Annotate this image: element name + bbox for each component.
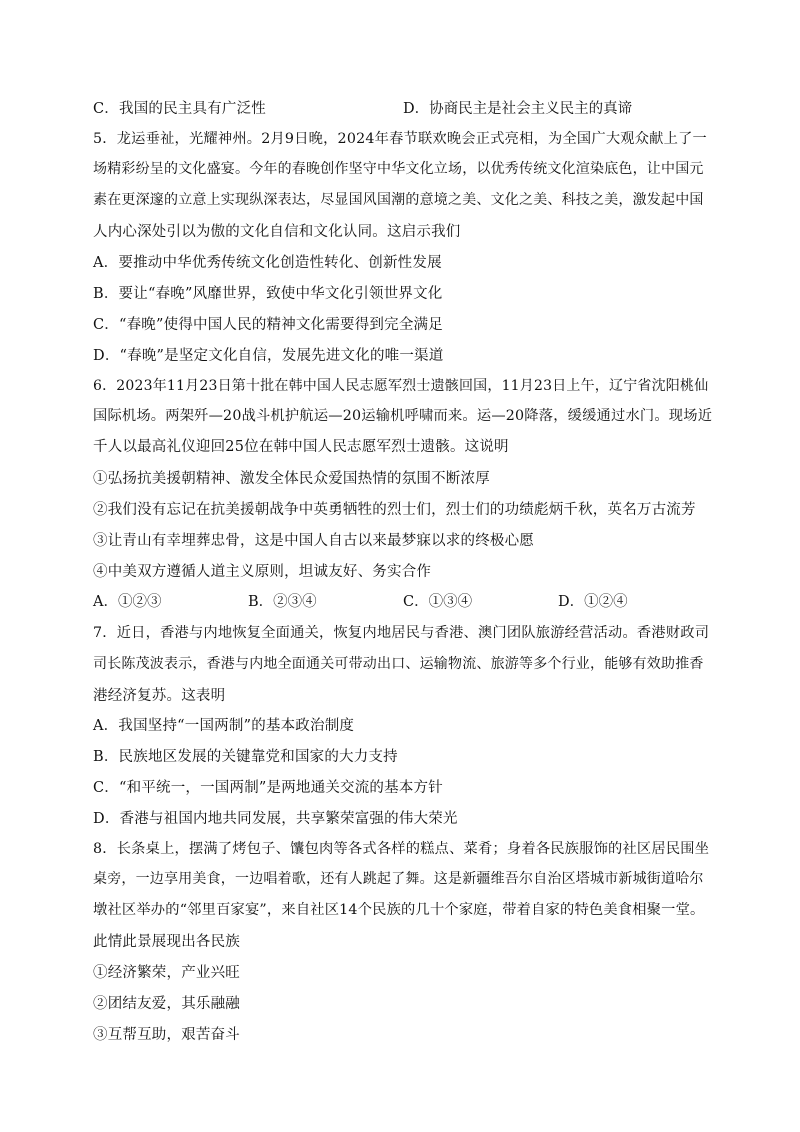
q6-stem-line: 6．2023年11月23日第十批在韩中国人民志愿军烈士遗骸回国，11月23日上午，辽宁省沈阳桃仙 — [93, 378, 709, 394]
q6-choice-b: B．②③④ — [248, 594, 317, 610]
q6-choice-c: C．①③④ — [403, 594, 473, 610]
q5-option-c: C．“春晚”使得中国人民的精神文化需要得到完全满足 — [93, 317, 443, 333]
q5-stem-line: 场精彩纷呈的文化盛宴。今年的春晚创作坚守中华文化立场，以优秀传统文化渲染底色，让中国元 — [93, 161, 704, 177]
q5-stem-line: 人内心深处引以为傲的文化自信和文化认同。这启示我们 — [93, 224, 461, 240]
q8-statement-3: ③互帮互助，艰苦奋斗 — [93, 1027, 240, 1043]
q8-stem-line: 8．长条桌上，摆满了烤包子、馕包肉等各式各样的糕点、菜肴；身着各民族服饰的社区居民围坐 — [93, 841, 710, 857]
q4-option-d: D．协商民主是社会主义民主的真谛 — [403, 101, 633, 117]
q5-stem-line: 素在更深邃的立意上实现纵深表达，尽显国风国潮的意境之美、文化之美、科技之美，激发起中国 — [93, 192, 704, 208]
q6-stem-line: 千人以最高礼仪迎回25位在韩中国人民志愿军烈士遗骸。这说明 — [93, 439, 509, 455]
q5-option-d: D．“春晚”是坚定文化自信，发展先进文化的唯一渠道 — [93, 348, 444, 364]
q4-option-c: C．我国的民主具有广泛性 — [93, 101, 266, 117]
q8-statement-1: ①经济繁荣，产业兴旺 — [93, 965, 240, 981]
q8-stem-line: 此情此景展现出各民族 — [93, 934, 240, 950]
q8-stem-line: 桌旁，一边享用美食，一边唱着歌，还有人跳起了舞。这是新疆维吾尔自治区塔城市新城街道哈尔 — [93, 871, 704, 887]
q5-stem-line: 5．龙运垂祉，光耀神州。2月9日晚，2024年春节联欢晚会正式亮相，为全国广大观众献上了一 — [93, 131, 707, 147]
q7-stem-line: 司长陈茂波表示，香港与内地全面通关可带动出口、运输物流、旅游等多个行业，能够有效助推香 — [93, 656, 704, 672]
q6-statement-3: ③让青山有幸埋葬忠骨，这是中国人自古以来最梦寐以求的终极心愿 — [93, 533, 534, 549]
q6-choice-d: D．①②④ — [558, 594, 628, 610]
q7-option-b: B．民族地区发展的关键靠党和国家的大力支持 — [93, 749, 398, 765]
q6-statement-2: ②我们没有忘记在抗美援朝战争中英勇牺牲的烈士们，烈士们的功绩彪炳千秋，英名万古流芳 — [93, 502, 696, 518]
q5-option-a: A．要推动中华优秀传统文化创造性转化、创新性发展 — [93, 255, 442, 271]
q8-stem-line: 墩社区举办的“邻里百家宴”，来自社区14个民族的几十个家庭，带着自家的特色美食相聚一堂。 — [93, 902, 705, 918]
q7-option-a: A．我国坚持“一国两制”的基本政治制度 — [93, 718, 355, 734]
q7-option-d: D．香港与祖国内地共同发展，共享繁荣富强的伟大荣光 — [93, 811, 458, 827]
q7-stem-line: 7．近日，香港与内地恢复全面通关，恢复内地居民与香港、澳门团队旅游经营活动。香港财政司 — [93, 625, 710, 641]
q6-statement-4: ④中美双方遵循人道主义原则，坦诚友好、务实合作 — [93, 564, 432, 580]
q8-statement-2: ②团结友爱，其乐融融 — [93, 996, 240, 1012]
q6-statement-1: ①弘扬抗美援朝精神、激发全体民众爱国热情的氛围不断浓厚 — [93, 471, 490, 487]
q7-stem-line: 港经济复苏。这表明 — [93, 688, 226, 704]
q6-stem-line: 国际机场。两架歼—20战斗机护航运—20运输机呼啸而来。运—20降落，缓缓通过水门。现场近 — [93, 408, 713, 424]
q5-option-b: B．要让“春晚”风靡世界，致使中华文化引领世界文化 — [93, 286, 443, 302]
q7-option-c: C．“和平统一，一国两制”是两地通关交流的基本方针 — [93, 780, 443, 796]
q6-choice-a: A．①②③ — [93, 594, 162, 610]
